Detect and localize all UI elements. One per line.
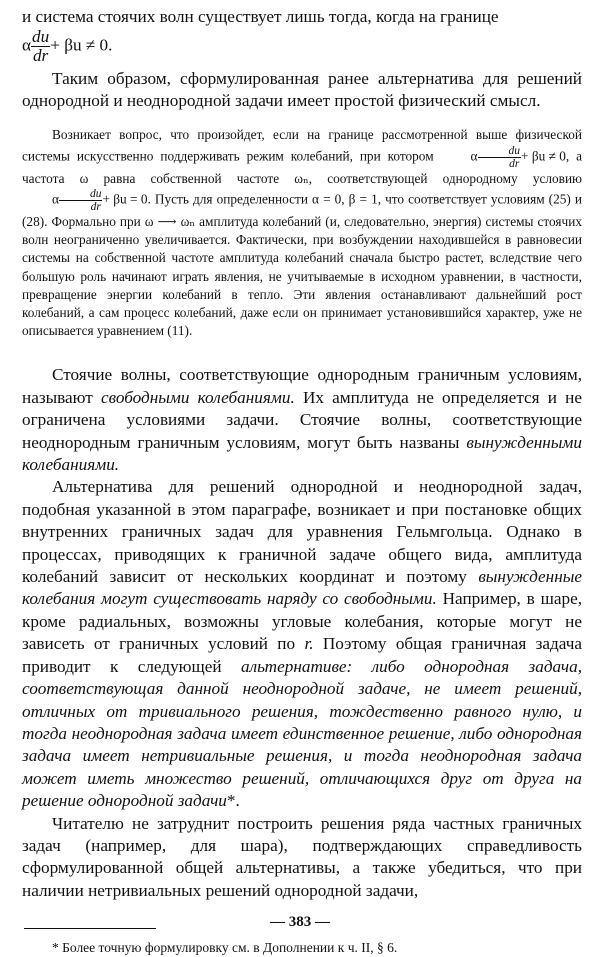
derivative-fraction: $\frac{du}{dr}$ xyxy=(32,27,50,66)
boundary-condition-equation: α $\frac{du}{dr}$ + βu ≠ 0. xyxy=(22,27,113,66)
small-print-remark: Возникает вопрос, что произойдет, если на границе рассмотренной выше физической системы искусственно поддерживать режим колебаний, при котором α $\frac{du}{dr}$ + βu ≠ 0, а частота ω равна собственной частоте ωₙ, соответствующей однородному условию α $\frac{du}{dr}$ + βu = 0. Пусть для определенности α = 0, β = 1, что соответствует условиям (25) и (28). Формально при ω ⟶ ωₙ амплитуда колебаний (и, следовательно, энергия) системы стоячих волн неограниченно увеличивается. Фактически, при возбуждении находившейся в равновесии системы на собственной частоте амплитуда колебаний сначала быстро растет, вследствие чего большую роль начинают играть явления, не учитываемые в исходном уравнении, в частности, превращение энергии колебаний в тепло. Эти явления останавливают дальнейший рост колебаний, а сам процесс колебаний, даже если он принимает установившийся характер, уже не описывается уравнением (11). xyxy=(22,127,583,339)
footnote: * Более точную формулировку см. в Дополнении к ч. II, § 6. xyxy=(52,940,398,956)
paragraph-helmholtz-alternative: Альтернатива для решений однородной и неоднородной задач, подобная указанной в этом параграфе, возникает и при постановке общих внутренних граничных задач для уравнения Гельмгольца. Однако в процессах, приводящих к граничной задаче общего вида, амплитуда колебаний зависит от нескольких координат и поэтому вынужденные колебания могут существовать наряду со свободными. Например, в шаре, кроме радиальных, возможны угловые колебания, которые могут не зависеть от граничных условий по r. Поэтому общая граничная задача приводит к следующей альтернативе: либо однородная задача, соответствующая данной неоднородной задаче, не имеет решений, отличных от тривиального решения, тождественно равного нулю, и тогда неоднородная задача имеет единственное решение, либо однородная задача имеет нетривиальные решения, и тогда неоднородная задача может иметь множество решений, отличающихся друг от друга на решение однородной задачи*. xyxy=(22,477,583,811)
page-number: — 383 — xyxy=(270,914,330,930)
paragraph-standing-waves: Стоячие волны, соответствующие однородным граничным условиям, называют свободными колебаниями. Их амплитуда не определяется и не ограничена условиями задачи. Стоячие волны, соответствующие неоднородным граничным условиям, могут быть названы вынужденными колебаниями. xyxy=(22,365,582,475)
paragraph-alternative-meaning: Таким образом, сформулированная ранее альтернатива для решений однородной и неоднородной задачи имеет простой физический смысл. xyxy=(22,68,582,110)
derivative-fraction: $\frac{du}{dr}$ xyxy=(478,145,522,170)
derivative-fraction: $\frac{du}{dr}$ xyxy=(59,188,103,213)
paragraph-reader-exercise: Читателю не затруднит построить решения ряда частных граничных задач (например, для шара), подтверждающих справедливость сформулированной общей альтернативы, а также убедиться, что при наличии нетривиальных решений однородной задачи, xyxy=(22,813,582,900)
opening-line: и система стоячих волн существует лишь тогда, когда на границе xyxy=(22,7,499,26)
